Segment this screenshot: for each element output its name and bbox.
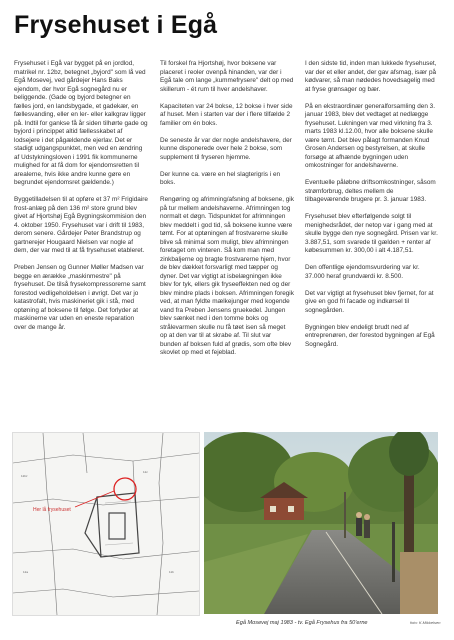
paragraph: Til forskel fra Hjortshøj, hvor boksene var placeret i reoler ovenpå hinanden, var der i Egå tale om lange „kummefrysere" delt op med skillerum - ét rum til hver andelshaver.: [160, 60, 294, 93]
photographer-credit: foto: K.Mikkelsen: [410, 620, 441, 625]
svg-text:12a: 12a: [23, 570, 29, 574]
paragraph: Det var vigtigt at frysehuset blev fjernet, for at give en god fri facade og indkørsel til sognegården.: [305, 289, 434, 314]
paragraph: Eventuelle påløbne driftsomkostninger, såsom strømforbrug, deltes mellem de tilbageværende brugere pr. 3. januar 1983.: [305, 179, 436, 203]
paragraph: I den sidste tid, inden man lukkede frysehuset, var der et eller andet, der gav afsmag, især på kødvarer, så man nødedes hovedsagelig med at fryse grønsager og bær.: [305, 60, 437, 93]
map-label: Her lå frysehuset: [33, 507, 71, 513]
page-title: Frysehuset i Egå: [14, 11, 218, 39]
svg-text:12bz: 12bz: [21, 474, 28, 478]
paragraph: På en ekstraordinær generalforsamling den 3. januar 1983, blev det vedtaget at nedlægge frysehuset. Lukningen var med virkning fra 3. marts 1983 kl.12.00, hvor alle boksene skulle være tømt. Det blev pålagt formanden Knud Grosen Andersen og bestyrelsen, at skulle forsøge at afhænde bygningen uden omkostninger for andelshaverne.: [305, 102, 436, 169]
paragraph: Den offentlige ejendomsvurdering var kr. 37.000 heraf grundværdi kr. 8.500.: [305, 264, 420, 280]
svg-text:11b: 11b: [169, 570, 174, 574]
map-drawing: [13, 433, 199, 615]
paragraph: Frysehuset blev efterfølgende solgt til menighedsrådet, der netop var i gang med at skulle bygge den nye sognegård. Prisen var kr. 3.887,51, som svarede til gælden + renter af købesummen kr. 300,00 i alt 4.187,51.: [305, 213, 438, 254]
paragraph: Frysehuset i Egå var bygget på en jordlod, matrikel nr. 12bz, betegnet „byjord" som lå ved Egå Mosevej, ved gårdejer Hans Baks ejendom, der hvor Egå sognegård nu er beliggende. (Gade og byjord betegner en fælles jord, en landsbygade, et gadekær, en fællesvanding, eller en ler- eller kalkgrav ligger på. Indtil for gankse få år siden tilhørte gade og byjord i princippet altid fællesskabet af lodsejere i det pågældende ejerlav. Det er stadigt udgangspunktet, men ved en ændring af Udstykningsloven i 1991 fik kommunerne mulighed for at få dom for ejendomsretten til arealerne, hvis ikke andre kunne gøre en begrundet ejendomsret gældende.): [14, 60, 148, 186]
paragraph: Byggetilladelsen til at opføre et 37 m² Frigidaire frost-anlæg på den 136 m² store grund blev givet af Hjortshøj Egå Bygningskommision den 4. oktober 1950. Frysehuset var i drift til 1983, derom senere. Gårdejer Peter Brandstrup og gartnerejer Hougaard Nielsen var nogle af dem, der var med til at få frysehuset etableret.: [14, 196, 148, 254]
paragraph: Rengøring og afrimning/afsning af boksene, gik på tur mellem andelshaverne. Afrimningen tog normalt et døgn. Tidspunktet for afrimningen blev meddelt i god tid, så boksene kunne være tømt. For at optøningen af frostvarerne skulle blive så minimal som muligt, blev afrimningen foretaget om vinteren. Så kom man med zinkbaljerne og bragte frostvarerne hjem, hvor de blev dækket forsvarligt med tæpper og dyner. Det var vigtigt at isbelægningen ikke blev for tyk, ellers gik fryseeffekten ned og der blev mindre plads i boksen. Afrimningen foregik ved, at man fyldte mælkejunger med kogende vand fra Preben Jensens gruekedel. Jungen blev sænket ned i den tomme boks og strålevarmen skulle nu få tøet isen så meget op at den var til at skrabe af. Til slut var bunden af boksen fuld af grødis, som ofte blev skovlet op med et fejeblad.: [160, 196, 294, 356]
paragraph: De seneste år var der nogle andelshavere, der kunne disponerede over hele 2 bokse, som supplement til fryseren hjemme.: [160, 136, 292, 161]
street-photo: [204, 432, 438, 614]
text-column-1: [14, 60, 148, 341]
paragraph: Der kunne ca. være en hel slagterigris i en boks.: [160, 170, 281, 186]
svg-text:12c: 12c: [143, 470, 148, 474]
text-column-3: [305, 60, 439, 358]
paragraph: Preben Jensen og Gunner Møller Madsen var begge en ærække „maskinmestre" på frysehuset. De tilså frysekompressorerne samt forestod vedligeholdelsen i øvrigt. Det var jo katastrofalt, hvis maskineriet gik i stå, med optøning af boksene til følge. Det forlyder at maskinerne var uden en eneste reparation over de mange år.: [14, 264, 146, 331]
photo-caption: Egå Mosevej maj 1983 - tv. Egå Frysehus fra 50'erne: [236, 620, 368, 626]
paragraph: Bygningen blev endeligt brudt ned af entreprenøren, der forestod bygningen af Egå Sognegård.: [305, 323, 435, 348]
cadastral-map: [12, 432, 200, 616]
text-column-2: [160, 60, 294, 366]
paragraph: Kapaciteten var 24 bokse, 12 bokse i hver side af huset. Men i starten var der i flere tilfælde 2 familier om én boks.: [160, 102, 293, 127]
photo-drawing: [204, 432, 438, 614]
